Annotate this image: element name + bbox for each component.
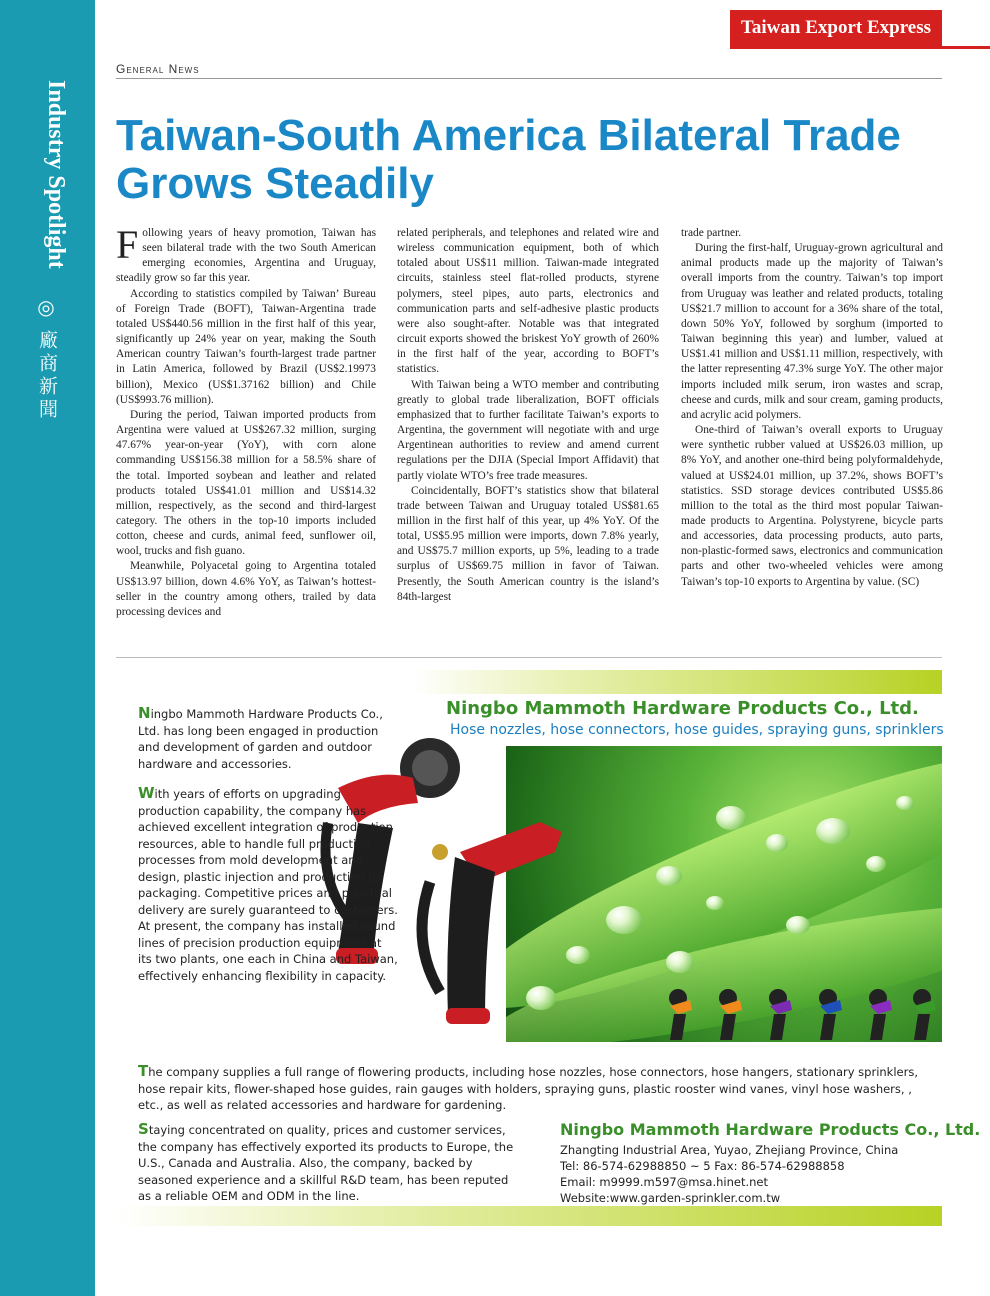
gun-trigger: [422, 882, 440, 992]
ad-initial-cap: W: [138, 784, 155, 802]
contact-company-name: Ningbo Mammoth Hardware Products Co., Ltd.: [560, 1120, 981, 1139]
paragraph: Meanwhile, Polyacetal going to Argentina totaled US$13.97 billion, down 4.6% YoY, as Taiwan’s hottest-seller in the country among others, trailed by data processing devices and: [116, 560, 376, 618]
ad-initial-cap: S: [138, 1120, 149, 1138]
paragraph: Coincidentally, BOFT’s statistics show that bilateral trade between Taiwan and Uruguay totaled US$81.65 million in the first half of this year, up 4% YoY. Of the total, US$5.95 million were imports, down 7.8% yearly, and US$75.7 million exports, up 5%, leading to a trade surplus of US$69.75 million in favor of Taiwan. Presently, the South American country is the island’s 84th-largest: [397, 484, 659, 603]
ad-paragraph-intro: [138, 705, 400, 772]
contact-address: Zhangting Industrial Area, Yuyao, Zhejiang Province, China: [560, 1143, 899, 1157]
spray-gun-image: [400, 812, 570, 1032]
section-label: General News: [116, 62, 200, 76]
paragraph: One-third of Taiwan’s overall exports to Uruguay were synthetic rubber valued at US$26.03 million, up 8% YoY, and another one-third being polyformaldehyde, valued at US$24.01 million, up 37.2%, shows BOFT’s statistics. SSD storage devices contributed US$5.86 million to the total as the third most popular Taiwan-made products to Argentina. Polystyrene, bicycle parts and accessories, data processing products, auto parts, non-plastic-formed saws, electronics and communication parts and other two-wheeled vehicles were among Taiwan’s top-10 exports to Argentina by value. (SC): [681, 424, 943, 588]
paragraph: During the period, Taiwan imported products from Argentina were valued at US$267.32 million, surging 47.67% year-on-year (YoY), with corn alone commanding US$156.38 million for a 58.5% share of the total. Imported soybean and leather and related products totaled US$41.01 million and US$14.32 million, respectively, as the second and third-largest category. The others in the top-10 imports included cotton, cheese and curds, animal feed, sunflower oil, wool, trucks and fish guano.: [116, 408, 376, 558]
publication-banner: Taiwan Export Express: [730, 10, 942, 46]
article-divider: [116, 657, 942, 658]
article-headline: Taiwan-South America Bilateral Trade Grows Steadily: [116, 111, 901, 208]
ad-bottom-bar: [116, 1206, 942, 1226]
ad-company-title: Ningbo Mammoth Hardware Products Co., Ltd.: [446, 698, 919, 719]
paragraph: trade partner.: [681, 227, 742, 239]
ad-paragraph-text: ith years of efforts on upgrading production capability, the company has achieved excellent integration of production resources, able to handle full production processes from mold development and design, plastic injection and production to packaging. Competitive prices and punctual delivery are surely guaranteed to customers. At present, the company has installed sound lines of precision production equipment at its two plants, one each in China and Taiwan, effectively enhancing flexibility in capacity.: [138, 787, 398, 983]
banner-rule: [730, 46, 990, 49]
paragraph: [116, 222, 376, 287]
ad-paragraph-text: he company supplies a full range of flowering products, including hose nozzles, hose connectors, hose hangers, stationary sprinklers, hose repair kits, flower-shaped hose guides, rain gauges with holders, spraying guns, plastic rooster wind vanes, vinyl hose washers, , etc., as well as related accessories and hardware for gardening.: [138, 1065, 918, 1112]
contact-phone: Tel: 86-574-62988850 ~ 5 Fax: 86-574-62988858: [560, 1159, 845, 1173]
water-drop: [706, 896, 724, 910]
nozzle-orange-2: [719, 989, 742, 1040]
water-drop: [666, 951, 694, 973]
water-drop: [786, 916, 810, 934]
gun-connector: [432, 844, 448, 860]
ad-paragraph-text: taying concentrated on quality, prices and customer services, the company has effectively exported its products to Europe, the U.S., Canada and Australia. Also, the company, backed by seasoned experience and a skillful R&D team, has been reputed as a reliable OEM and ODM in the line.: [138, 1123, 514, 1203]
water-drop: [816, 818, 850, 844]
contact-website: Website:www.garden-sprinkler.com.tw: [560, 1191, 781, 1205]
gun-grip: [447, 857, 495, 1022]
sidebar-subtitle-cjk: 廠商新聞: [36, 330, 58, 422]
paragraph: During the first-half, Uruguay-grown agricultural and animal products made up the majority of Taiwan’s overall imports from the country. Taiwan’s top import from Uruguay was leather and related products, totaling US$21.7 million to account for a 36% share of the total, down 50% YoY, followed by sorghum (imported to Taiwan beginning this year) and lumber, valued at US$1.41 million and US$1.11 million, respectively, with the latter representing 47.3% surge YoY. The other major imports included milk serum, iron wastes and scrap, cheese and curds, milk and sour cream, gaming products, and acrylic acid polymers.: [681, 242, 943, 421]
nozzle-purple-2: [869, 989, 892, 1040]
nozzle-purple: [769, 989, 792, 1040]
paragraph-text: ollowing years of heavy promotion, Taiwan has seen bilateral trade with the two South American emerging economies, Argentina and Uruguay, steadily grow so far this year.: [116, 227, 376, 285]
colored-nozzles-image: [660, 986, 942, 1042]
sidebar-title: Industry Spotlight: [43, 80, 69, 269]
paragraph: related peripherals, and telephones and related wire and wireless communication equipment, both of which totaled about US$11 million. Taiwan-made integrated circuits, stainless steel flat-rolled products, styrene polymers, steel pipes, auto parts, electronics and communication parts and self-adhesive plastic products were also sought-after. Notable was that integrated circuit exports showed the briskest YoY growth of 260% in the first half of the year, according to BOFT’s statistics.: [397, 227, 659, 376]
water-drop: [606, 906, 642, 934]
water-drop: [716, 806, 746, 830]
ad-products-subtitle: Hose nozzles, hose connectors, hose guides, spraying guns, sprinklers: [450, 722, 944, 738]
article-column-3: [681, 226, 943, 590]
article-column-2: [397, 226, 659, 605]
ad-initial-cap: T: [138, 1062, 149, 1080]
water-drop: [866, 856, 886, 872]
ad-paragraph-text: ingbo Mammoth Hardware Products Co., Ltd. has long been engaged in production and development of garden and outdoor hardware and accessories.: [138, 707, 383, 771]
water-drop: [896, 796, 914, 810]
ad-initial-cap: N: [138, 704, 151, 722]
drop-cap: F: [116, 222, 139, 267]
sidebar: [0, 0, 95, 1296]
article-column-1: [116, 222, 376, 620]
water-drop: [766, 834, 788, 852]
gun-dial-center: [412, 750, 448, 786]
ad-paragraph-export: [138, 1121, 518, 1205]
ad-paragraph-capability: [138, 785, 398, 984]
section-rule: [116, 78, 942, 79]
sidebar-symbol: ◎: [37, 297, 55, 319]
paragraph: According to statistics compiled by Taiwan’ Bureau of Foreign Trade (BOFT), Taiwan-Argentina trade totaled US$440.56 million in the first half of this year, significantly up 24% year on year, making the South American country Taiwan’s fourth-largest trade partner in Latin America, followed by Brazil (US$2.19973 billion), Mexico (US$1.37162 billion) and Chile (US$993.76 million).: [116, 287, 376, 406]
gun-base: [446, 1008, 490, 1024]
paragraph: With Taiwan being a WTO member and contributing greatly to global trade liberalization, BOFT officials emphasized that to further facilitate Taiwan’s exports to Argentina, the government will negotiate with and urge Argentinean authorities to review and amend current regulations per the DJIA (Special Import Affidavit) that partly violate WTO’s free trade measures.: [397, 378, 659, 482]
ad-top-bar: [412, 670, 942, 694]
ad-paragraph-products: [138, 1063, 918, 1114]
water-drop: [656, 866, 682, 886]
contact-email: Email: m9999.m597@msa.hinet.net: [560, 1175, 768, 1189]
nozzle-green: [913, 989, 936, 1040]
nozzle-orange: [669, 989, 692, 1040]
nozzle-blue: [819, 989, 842, 1040]
